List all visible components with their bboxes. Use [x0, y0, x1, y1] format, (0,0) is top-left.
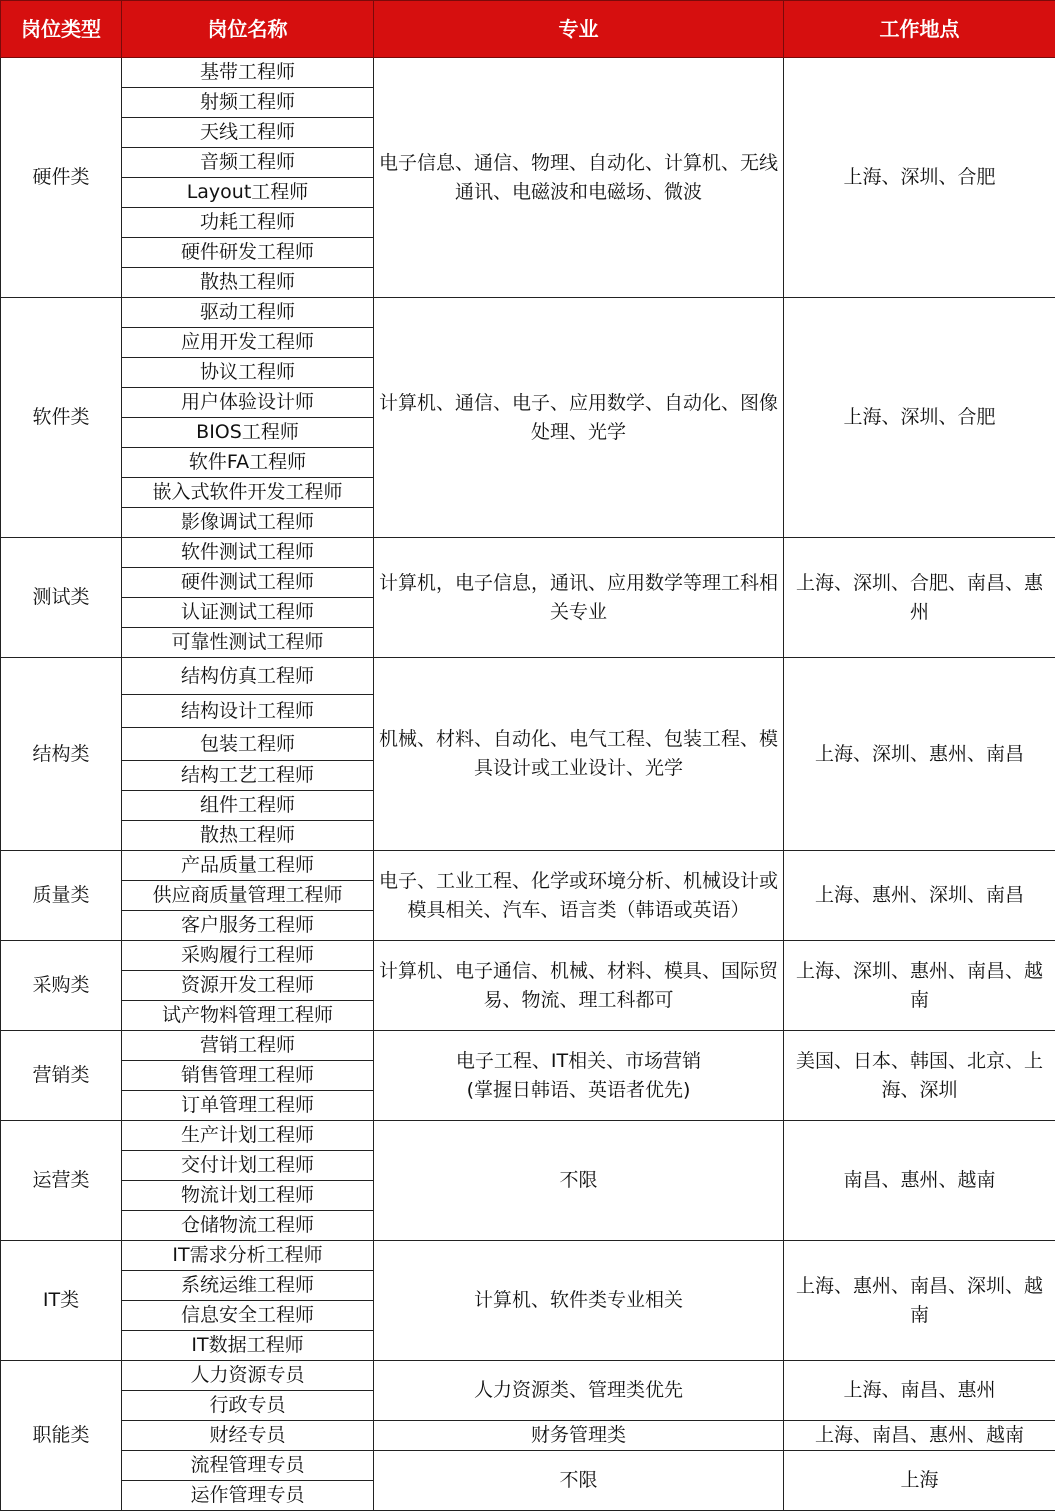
major-cell: 计算机、电子通信、机械、材料、模具、国际贸易、物流、理工科都可 [374, 941, 784, 1031]
location-cell: 上海、深圳、合肥、南昌、惠州 [784, 538, 1055, 658]
position-cell: 基带工程师 [122, 58, 374, 88]
category-cell: IT类 [1, 1241, 122, 1361]
major-cell: 不限 [374, 1451, 784, 1511]
table-row [1, 58, 1055, 88]
position-cell: Layout工程师 [122, 178, 374, 208]
position-cell: 软件测试工程师 [122, 538, 374, 568]
position-cell: 销售管理工程师 [122, 1061, 374, 1091]
position-cell: 行政专员 [122, 1391, 374, 1421]
major-cell: 电子信息、通信、物理、自动化、计算机、无线通讯、电磁波和电磁场、微波 [374, 58, 784, 298]
position-cell: 硬件测试工程师 [122, 568, 374, 598]
table-row [1, 851, 1055, 881]
table-row [1, 1421, 1055, 1451]
location-cell: 上海、深圳、惠州、南昌 [784, 658, 1055, 851]
position-cell: 人力资源专员 [122, 1361, 374, 1391]
major-cell: 计算机、通信、电子、应用数学、自动化、图像处理、光学 [374, 298, 784, 538]
category-cell: 采购类 [1, 941, 122, 1031]
position-cell: 财经专员 [122, 1421, 374, 1451]
position-cell: 订单管理工程师 [122, 1091, 374, 1121]
position-cell: 结构仿真工程师 [122, 658, 374, 695]
position-cell: 资源开发工程师 [122, 971, 374, 1001]
table-row [1, 538, 1055, 568]
position-cell: BIOS工程师 [122, 418, 374, 448]
table-row [1, 1241, 1055, 1271]
table-row [1, 1451, 1055, 1481]
position-cell: 信息安全工程师 [122, 1301, 374, 1331]
position-cell: 交付计划工程师 [122, 1151, 374, 1181]
major-line: 电子工程、IT相关、市场营销 [378, 1047, 779, 1076]
position-cell: 组件工程师 [122, 791, 374, 821]
header-location: 工作地点 [784, 1, 1055, 58]
position-cell: 散热工程师 [122, 268, 374, 298]
position-cell: 包装工程师 [122, 728, 374, 761]
major-cell: 人力资源类、管理类优先 [374, 1361, 784, 1421]
position-cell: 影像调试工程师 [122, 508, 374, 538]
position-cell: 应用开发工程师 [122, 328, 374, 358]
location-cell: 美国、日本、韩国、北京、上海、深圳 [784, 1031, 1055, 1121]
location-cell: 上海、南昌、惠州、越南 [784, 1421, 1055, 1451]
header-position: 岗位名称 [122, 1, 374, 58]
position-cell: 试产物料管理工程师 [122, 1001, 374, 1031]
category-cell: 测试类 [1, 538, 122, 658]
position-cell: 运作管理专员 [122, 1481, 374, 1511]
position-cell: 用户体验设计师 [122, 388, 374, 418]
table-row [1, 658, 1055, 695]
position-cell: 散热工程师 [122, 821, 374, 851]
table-row [1, 298, 1055, 328]
position-cell: 系统运维工程师 [122, 1271, 374, 1301]
position-cell: 客户服务工程师 [122, 911, 374, 941]
position-cell: 射频工程师 [122, 88, 374, 118]
table-row [1, 1361, 1055, 1391]
category-cell: 职能类 [1, 1361, 122, 1511]
major-note: (掌握日韩语、英语者优先) [378, 1076, 779, 1105]
category-cell: 结构类 [1, 658, 122, 851]
major-cell: 电子、工业工程、化学或环境分析、机械设计或模具相关、汽车、语言类（韩语或英语） [374, 851, 784, 941]
location-cell: 上海、惠州、深圳、南昌 [784, 851, 1055, 941]
position-cell: 音频工程师 [122, 148, 374, 178]
position-cell: 协议工程师 [122, 358, 374, 388]
position-cell: IT数据工程师 [122, 1331, 374, 1361]
category-cell: 软件类 [1, 298, 122, 538]
major-cell: 财务管理类 [374, 1421, 784, 1451]
location-cell: 上海、深圳、惠州、南昌、越南 [784, 941, 1055, 1031]
location-cell: 上海、深圳、合肥 [784, 58, 1055, 298]
position-cell: 认证测试工程师 [122, 598, 374, 628]
category-cell: 硬件类 [1, 58, 122, 298]
major-cell [374, 1031, 784, 1121]
location-cell: 上海、南昌、惠州 [784, 1361, 1055, 1421]
position-cell: 结构设计工程师 [122, 695, 374, 728]
location-cell: 上海、惠州、南昌、深圳、越南 [784, 1241, 1055, 1361]
major-cell: 计算机，电子信息，通讯、应用数学等理工科相关专业 [374, 538, 784, 658]
position-cell: 天线工程师 [122, 118, 374, 148]
position-cell: 驱动工程师 [122, 298, 374, 328]
position-cell: 物流计划工程师 [122, 1181, 374, 1211]
category-cell: 营销类 [1, 1031, 122, 1121]
position-cell: 产品质量工程师 [122, 851, 374, 881]
category-cell: 运营类 [1, 1121, 122, 1241]
position-cell: 软件FA工程师 [122, 448, 374, 478]
position-cell: 采购履行工程师 [122, 941, 374, 971]
position-cell: 生产计划工程师 [122, 1121, 374, 1151]
position-cell: 嵌入式软件开发工程师 [122, 478, 374, 508]
position-cell: 结构工艺工程师 [122, 761, 374, 791]
location-cell: 南昌、惠州、越南 [784, 1121, 1055, 1241]
position-cell: 功耗工程师 [122, 208, 374, 238]
position-cell: 营销工程师 [122, 1031, 374, 1061]
header-row [1, 1, 1055, 58]
position-cell: IT需求分析工程师 [122, 1241, 374, 1271]
table-row [1, 1031, 1055, 1061]
location-cell: 上海、深圳、合肥 [784, 298, 1055, 538]
location-cell: 上海 [784, 1451, 1055, 1511]
major-cell: 不限 [374, 1121, 784, 1241]
table-row [1, 1121, 1055, 1151]
table-row [1, 941, 1055, 971]
header-category: 岗位类型 [1, 1, 122, 58]
position-cell: 供应商质量管理工程师 [122, 881, 374, 911]
position-cell: 硬件研发工程师 [122, 238, 374, 268]
position-cell: 可靠性测试工程师 [122, 628, 374, 658]
position-cell: 仓储物流工程师 [122, 1211, 374, 1241]
major-cell: 机械、材料、自动化、电气工程、包装工程、模具设计或工业设计、光学 [374, 658, 784, 851]
category-cell: 质量类 [1, 851, 122, 941]
header-major: 专业 [374, 1, 784, 58]
position-cell: 流程管理专员 [122, 1451, 374, 1481]
major-cell: 计算机、软件类专业相关 [374, 1241, 784, 1361]
